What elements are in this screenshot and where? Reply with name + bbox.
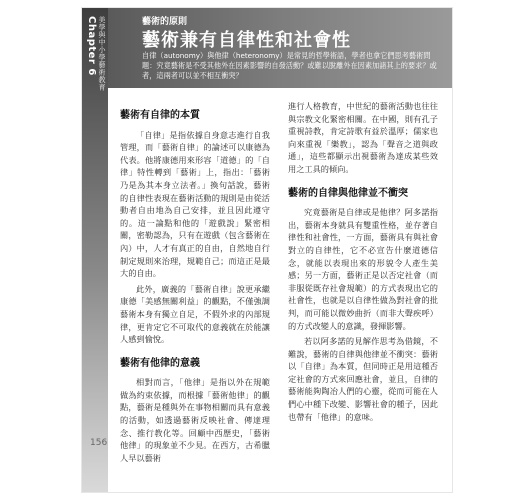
header-kicker: 藝術的原則 [142,17,188,27]
paragraph: 「自律」是指依據自身意志進行自我管理，而「藝術自律」的論述可以康德為代表。他將康德用來形容「道德」的「自律」特性轉到「藝術」上，指出：「藝術乃是為其本身立法者。」換句話說，藝術的自律性表現在藝術活動的規則是由從活動者自由地為自己安排，並且因此遵守的。這一論點和他的「遊戲說」緊密相關，密勒認為，只有在遊戲（包含藝術在內）中，人才有真正的自由，自然地自行制定規則來治理，規範自己；而這正是最大的自由。 [120,129,270,279]
header-intro: 自律（autonomy）與他律（heteronomy）是常見的哲學術語，學者也拿它們思考藝術問題：究竟藝術是不受其他外在因素影響的自發活動？或難以脫離外在因素加諸其上的要求？或者，這兩者可以並不相互衝突？ [142,51,437,80]
section-heading-autonomy: 藝術有自律的本質 [120,110,200,121]
paragraph-continued: 進行人格教育，中世紀的藝術活動也往往與宗教文化緊密相關。在中國，則有孔子重視詩教，肯定詩歌有益於溫厚；儒家也向來重視「樂教」，認為「聲音之道與政通」，這些都顯示出視藝術為達成某些效用之工具的傾向。 [288,101,438,174]
left-column [120,100,270,467]
section-heading-no-conflict: 藝術的自律與他律並不衝突 [288,187,408,199]
chapter-subtitle: 美學與中小學藝術教育 [98,16,106,91]
section-heading-heteronomy: 藝術有他律的意義 [120,357,200,369]
paragraph: 相對而言，「他律」是指以外在規範做為約束依據，而根據「藝術他律」的觀點，藝術是種與外在事物相關而具有意義的活動，如透過藝術反映社會、傳達理念、推行教化等。回顧中西歷史，「藝術他律」的現象並不少見。在西方，古希臘人早以藝術 [120,377,270,463]
paragraph: 若以阿多諾的見解作思考為借鏡，不難說，藝術的自律與他律並不衝突：藝術以「自律」為本質，但同時正是用這種否定社會的方式來回應社會，並且，自律的藝術能夠陶冶人們的心靈，從而可能在人們心中種下改變、影響社會的種子，因此也帶有「他律」的意味。 [288,336,438,422]
right-column [288,100,438,426]
paragraph: 究竟藝術是自律或是他律？阿多諾指出，藝術本身就具有雙重性格，並存著自律性和社會性，一方面，藝術具有與社會對立的自律性，它不必宣告什麼道德信念，就能以表現出來的形貌令人產生美感；另一方面，藝術正是以否定社會（而非服從既存社會規範）的方式表現出它的社會性，也就是以自律性做為對社會的批判，而可能以微妙曲折（而非大聲疾呼）的方式改變人的意識，發揮影響。 [288,207,438,331]
page-title: 藝術兼有自律性和社會性 [142,30,351,51]
chapter-label: Chapter 6 [86,16,97,76]
paragraph: 此外，廣義的「藝術自律」說更承繼康德「美感無關利益」的觀點，不僅強調藝術本身有獨立自足，不假外求的內部規律，更肯定它不可取代的意義就在於能讓人感到愉悅。 [120,283,270,345]
page-number: 156 [90,438,108,448]
